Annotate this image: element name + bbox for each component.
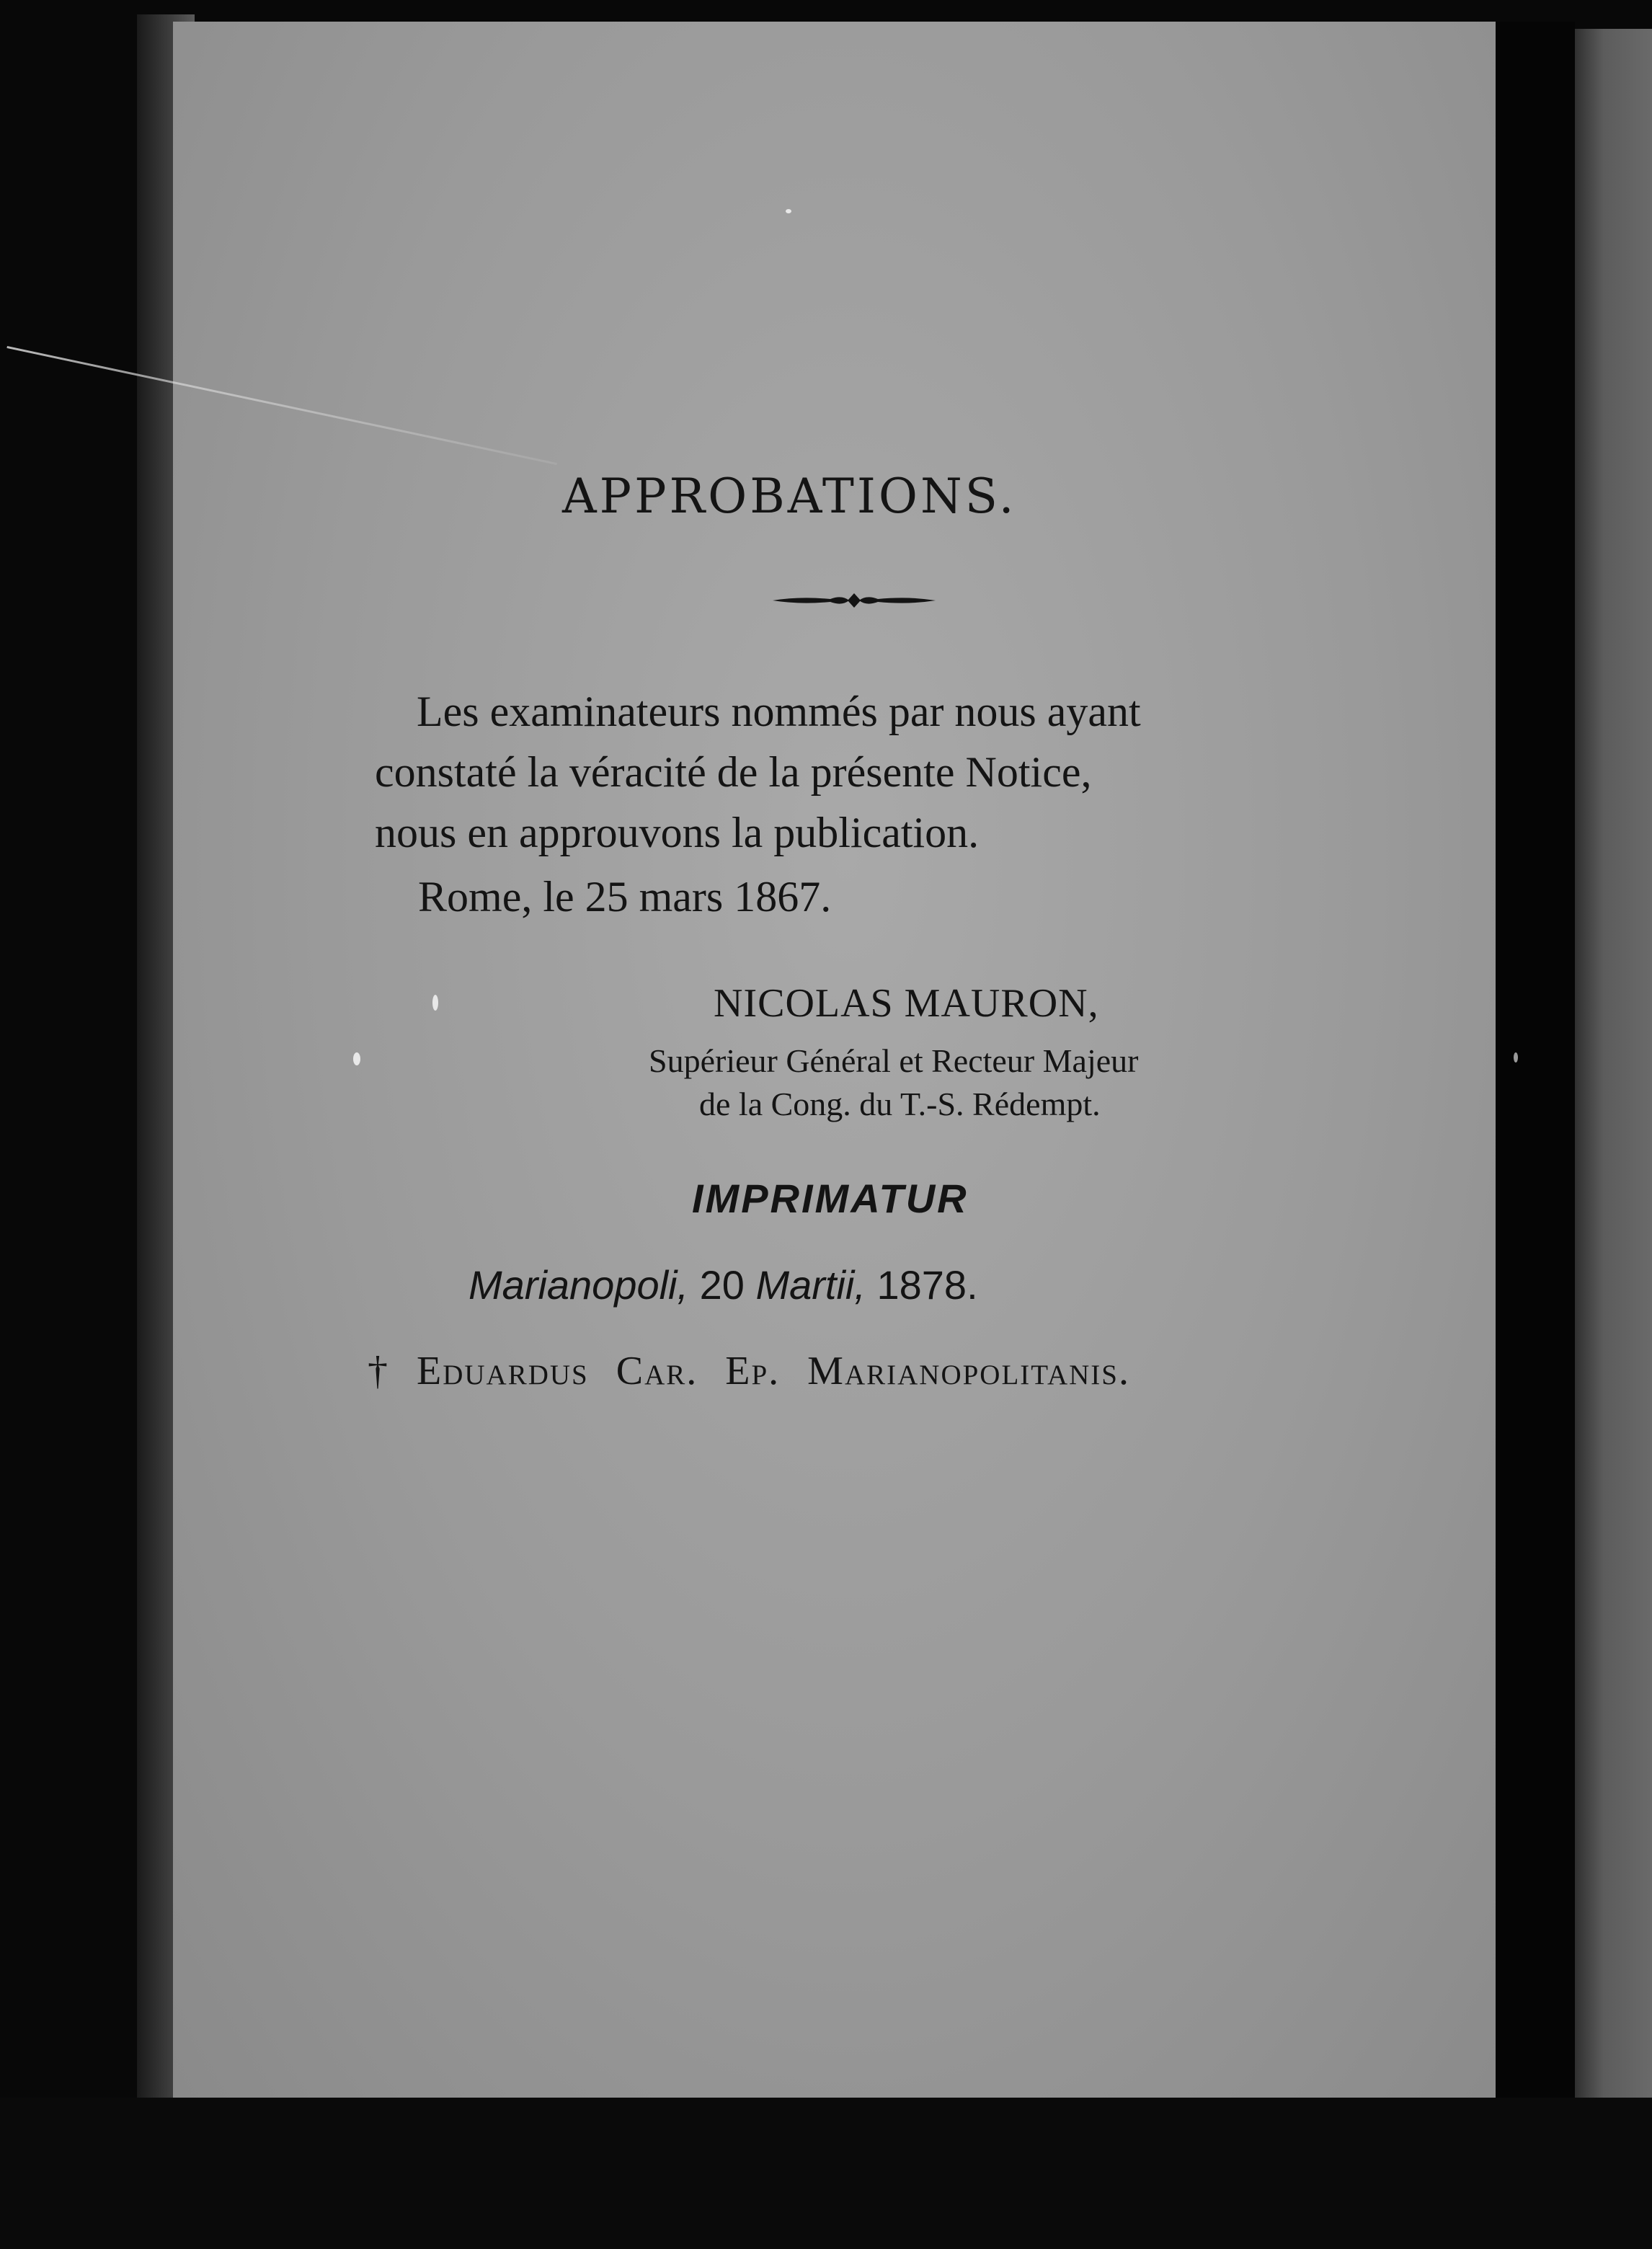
signatory-congregation: de la Cong. du T.-S. Rédempt. <box>699 1086 1101 1122</box>
paper-speck <box>432 995 438 1011</box>
facing-page-edge <box>1571 29 1652 2162</box>
binding-gutter <box>1496 22 1575 2126</box>
signatory-title: Supérieur Général et Recteur Majeur <box>649 1042 1139 1079</box>
page-bottom-edge <box>0 2098 1652 2249</box>
imprimatur-day: 20 <box>699 1262 745 1308</box>
page-title: APPROBATIONS. <box>562 469 1017 524</box>
imprimatur-month: Martii, <box>755 1262 866 1308</box>
bishop-signature: † Eduardus Car. Ep. Marianopolitanis. <box>368 1349 1130 1393</box>
paper-speck <box>1514 1052 1518 1063</box>
signatory-name: NICOLAS MAURON, <box>714 981 1099 1026</box>
approval-date: Rome, le 25 mars 1867. <box>418 873 832 921</box>
paper-speck <box>353 1052 360 1065</box>
approval-paragraph <box>375 681 1362 863</box>
imprimatur-heading: IMPRIMATUR <box>692 1176 969 1221</box>
ornament-divider-icon <box>771 590 937 611</box>
paragraph-line: constaté la véracité de la présente Notice, <box>375 748 1092 796</box>
paragraph-line: Les examinateurs nommés par nous ayant <box>417 688 1141 735</box>
imprimatur-year: 1878. <box>876 1262 978 1308</box>
paper-speck <box>786 209 791 213</box>
imprimatur-place: Marianopoli, <box>468 1262 689 1308</box>
paragraph-line: nous en approuvons la publication. <box>375 809 980 856</box>
imprimatur-place-date <box>468 1261 978 1308</box>
